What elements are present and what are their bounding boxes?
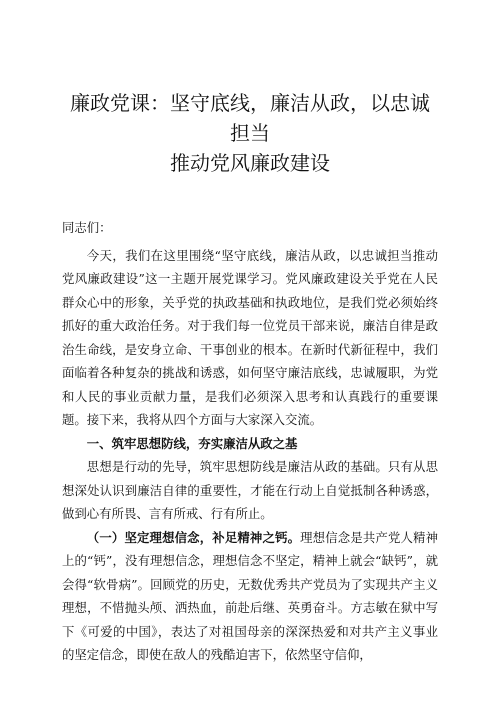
document-title xyxy=(62,0,438,178)
document-body xyxy=(62,216,438,667)
title-line-1: 廉政党课：坚守底线，廉洁从政，以忠诚担当 xyxy=(70,91,430,145)
paragraph-intro: 今天，我们在这里围绕“坚守底线，廉洁从政，以忠诚担当推动党风廉政建设”这一主题开展党课学习。党风廉政建设关乎党在人民群众心中的形象，关乎党的执政基础和执政地位，是我们党必须始终抓好的重大政治任务。对于我们每一位党员干部来说，廉洁自律是政治生命线，是安身立命、干事创业的根本。在新时代新征程中，我们面临着各种复杂的挑战和诱惑，如何坚守廉洁底线，忠诚履职，为党和人民的事业贡献力量，是我们必须深入思考和认真践行的重要课题。接下来，我将从四个方面与大家深入交流。 xyxy=(62,247,438,427)
subsection-text-1: 理想信念是共产党人精神上的“钙”，没有理想信念，理想信念不坚定，精神上就会“缺钙”，就会得“软骨病”。回顾党的历史，无数优秀共产党员为了实现共产主义理想，不惜抛头颅、洒热血，前赴后继、英勇奋斗。方志敏在狱中写下《可爱的中国》，表达了对祖国母亲的深深热爱和对共产主义事业的坚定信念，即使在敌人的残酷迫害下，依然坚守信仰， xyxy=(62,529,439,662)
paragraph-subsection-1 xyxy=(62,526,438,667)
title-line-2: 推动党风廉政建设 xyxy=(170,151,330,175)
salutation: 同志们： xyxy=(62,220,112,235)
paragraph-section-1: 思想是行动的先导，筑牢思想防线是廉洁从政的基础。只有从思想深处认识到廉洁自律的重要性，才能在行动上自觉抵制各种诱惑，做到心有所畏、言有所戒、行有所止。 xyxy=(62,459,438,521)
section-heading-1: 一、筑牢思想防线，夯实廉洁从政之基 xyxy=(86,435,298,451)
subsection-heading-1: （一）坚定理想信念，补足精神之钙。 xyxy=(86,529,301,545)
